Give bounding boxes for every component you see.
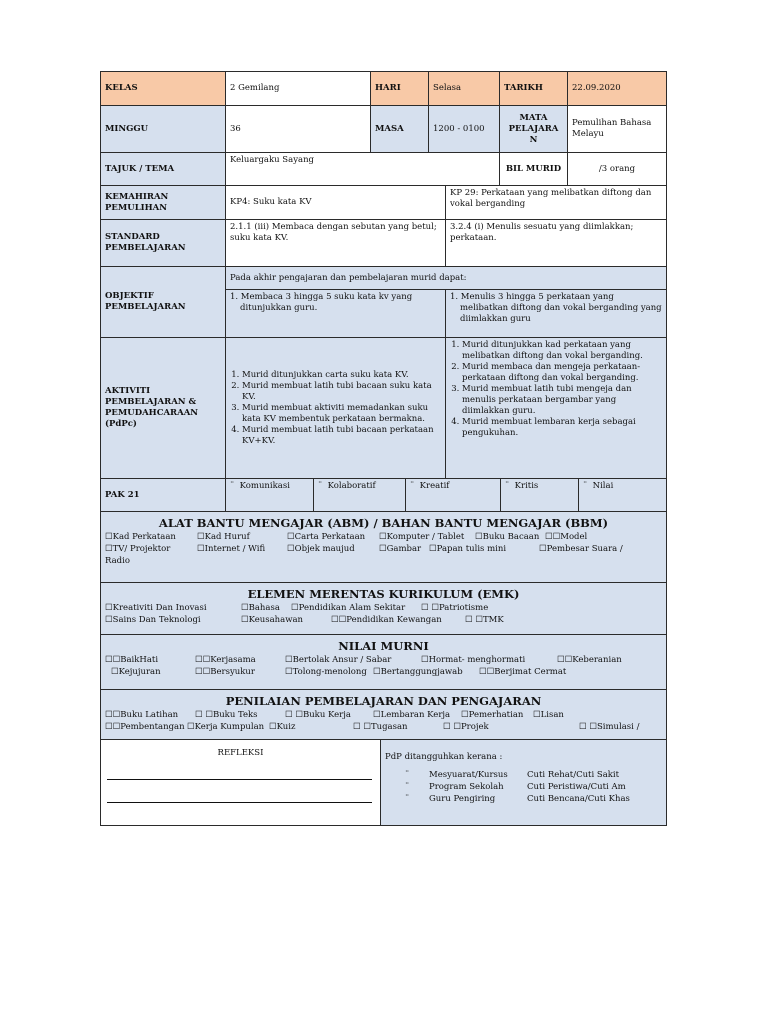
refleksi-cell — [101, 740, 381, 826]
emk-option[interactable]: ☐ ☐TMK — [465, 615, 504, 625]
pak21-kritis[interactable] — [501, 479, 579, 512]
abm-option[interactable]: ☐Internet / Wifi — [197, 544, 266, 554]
refleksi-title: REFLEKSI — [217, 748, 264, 758]
penilaian-title: PENILAIAN PEMBELAJARAN DAN PENGAJARAN — [225, 694, 542, 708]
nilai-title: NILAI MURNI — [338, 639, 429, 653]
penilaian-row-2 — [105, 721, 662, 733]
nilai-option[interactable]: ☐☐Berjimat Cermat — [479, 667, 567, 677]
sections-table — [100, 511, 667, 740]
pak21-kreatif[interactable] — [406, 479, 501, 512]
abm-option[interactable]: ☐TV/ Projektor — [105, 544, 171, 554]
emk-title: ELEMEN MERENTAS KURIKULUM (EMK) — [247, 587, 520, 601]
reason-mark: ¨ — [405, 770, 410, 780]
nilai-option[interactable]: ☐Hormat- menghormati — [421, 655, 526, 665]
abm-title: ALAT BANTU MENGAJAR (ABM) / BAHAN BANTU MENGAJAR (BBM) — [158, 516, 609, 530]
bil-murid-value: /3 orang — [568, 153, 667, 186]
pak21-item-label: Komunikasi — [239, 481, 290, 491]
reason-mark: ¨ — [405, 794, 410, 804]
objektif-intro: Pada akhir pengajaran dan pembelajaran murid dapat: — [226, 267, 667, 290]
pak21-table — [100, 478, 667, 512]
abm-option[interactable]: ☐☐Model — [545, 532, 588, 542]
kemahiran-right: KP 29: Perkataan yang melibatkan diftong dan vokal berganding — [446, 186, 667, 220]
refleksi-line[interactable] — [107, 769, 372, 780]
refleksi-line[interactable] — [107, 792, 372, 803]
abm-row-2 — [105, 543, 662, 555]
reason-option[interactable]: Cuti Rehat/Cuti Sakit — [527, 770, 620, 780]
penilaian-option[interactable]: ☐ ☐Simulasi / — [579, 722, 640, 732]
penilaian-option[interactable]: ☐ ☐Projek — [443, 722, 489, 732]
abm-option[interactable]: ☐Carta Perkataan — [287, 532, 366, 542]
emk-option[interactable]: ☐Pendidikan Alam Sekitar — [291, 603, 406, 613]
abm-option[interactable]: ☐Buku Bacaan — [475, 532, 540, 542]
pak21-nilai[interactable] — [579, 479, 667, 512]
standard-right: 3.2.4 (i) Menulis sesuatu yang diimlakkan; perkataan. — [446, 220, 667, 267]
emk-option[interactable]: ☐Bahasa — [241, 603, 280, 613]
emk-option[interactable]: ☐Keusahawan — [241, 615, 304, 625]
abm-option[interactable]: ☐Kad Perkataan — [105, 532, 176, 542]
nilai-option[interactable]: ☐☐Bersyukur — [195, 667, 255, 677]
tarikh-value: 22.09.2020 — [568, 72, 667, 106]
pak21-komunikasi[interactable] — [226, 479, 314, 512]
reason-row — [385, 793, 662, 805]
pak21-kolaboratif[interactable] — [314, 479, 406, 512]
tajuk-value: Keluargaku Sayang — [226, 153, 500, 186]
aktiviti-left-item: 1. Murid ditunjukkan carta suku kata KV. — [242, 370, 441, 381]
reason-row — [385, 769, 662, 781]
reason-option[interactable]: Program Sekolah — [429, 782, 504, 792]
emk-option[interactable]: ☐☐Pendidikan Kewangan — [331, 615, 442, 625]
bil-murid-label: BIL MURID — [500, 153, 568, 186]
objektif-left: 1. Membaca 3 hingga 5 suku kata kv yang ditunjukkan guru. — [226, 290, 446, 338]
standard-label: STANDARD PEMBELAJARAN — [101, 220, 226, 267]
penilaian-section — [101, 690, 667, 740]
penilaian-option[interactable]: ☐☐Pembentangan — [105, 722, 185, 732]
pak21-label: PAK 21 — [101, 479, 226, 512]
masa-value: 1200 - 0100 — [429, 106, 500, 153]
aktiviti-left-item: 3. Murid membuat aktiviti memadankan suku kata KV membentuk perkataan bermakna. — [242, 403, 441, 425]
objektif-label: OBJEKTIF PEMBELAJARAN — [101, 267, 226, 338]
aktiviti-right-cell — [446, 338, 667, 479]
header-table — [100, 71, 667, 186]
masa-label: MASA — [371, 106, 429, 153]
penilaian-option[interactable]: ☐Kerja Kumpulan — [187, 722, 265, 732]
penilaian-option[interactable]: ☐ ☐Buku Teks — [195, 710, 258, 720]
reason-option[interactable]: Mesyuarat/Kursus — [429, 770, 508, 780]
pak21-item-label: Nilai — [592, 481, 614, 491]
aktiviti-right-item: 2. Murid membaca dan mengeja perkataan-perkataan diftong dan vokal berganding. — [462, 362, 662, 384]
pak21-checkbox-mark: ¨ — [505, 481, 510, 491]
standard-left: 2.1.1 (iii) Membaca dengan sebutan yang betul; suku kata KV. — [226, 220, 446, 267]
nilai-row-2 — [105, 666, 662, 678]
abm-option[interactable]: ☐Gambar — [379, 544, 422, 554]
abm-option[interactable]: ☐Pembesar Suara / — [539, 544, 623, 554]
nilai-option[interactable]: ☐Bertanggungjawab — [373, 667, 463, 677]
aktiviti-left-item: 2. Murid membuat latih tubi bacaan suku kata KV. — [242, 381, 441, 403]
reason-mark: ¨ — [405, 782, 410, 792]
emk-row-1 — [105, 602, 662, 614]
abm-option[interactable]: ☐Papan tulis mini — [429, 544, 507, 554]
emk-option[interactable]: ☐Kreativiti Dan Inovasi — [105, 603, 207, 613]
kemahiran-left: KP4: Suku kata KV — [226, 186, 446, 220]
reason-row — [385, 781, 662, 793]
pak21-item-label: Kritis — [514, 481, 539, 491]
aktiviti-left-cell — [226, 338, 446, 479]
reason-option[interactable]: Cuti Bencana/Cuti Khas — [527, 794, 630, 804]
kemahiran-label: KEMAHIRAN PEMULIHAN — [101, 186, 226, 220]
nilai-option[interactable]: ☐Kejujuran — [111, 667, 161, 677]
hari-value: Selasa — [429, 72, 500, 106]
abm-option[interactable]: ☐Kad Huruf — [197, 532, 250, 542]
abm-option[interactable]: ☐Komputer / Tablet — [379, 532, 465, 542]
abm-row-3: Radio — [105, 556, 130, 566]
ditangguhkan-label: PdP ditangguhkan kerana : — [385, 752, 503, 762]
pak21-checkbox-mark: ¨ — [583, 481, 588, 491]
tarikh-label: TARIKH — [500, 72, 568, 106]
kelas-value: 2 Gemilang — [226, 72, 371, 106]
nilai-section — [101, 635, 667, 690]
penilaian-option[interactable]: ☐Pemerhatian — [461, 710, 524, 720]
aktiviti-right-item: 3. Murid membuat latih tubi mengeja dan menulis perkataan bergambar yang diimlakkan guru. — [462, 384, 662, 417]
nilai-option[interactable]: ☐☐Keberanian — [557, 655, 622, 665]
reason-option[interactable]: Cuti Peristiwa/Cuti Am — [527, 782, 626, 792]
nilai-option[interactable]: ☐☐BaikHati — [105, 655, 159, 665]
abm-row-1 — [105, 531, 662, 543]
pak21-checkbox-mark: ¨ — [318, 481, 323, 491]
penilaian-option[interactable]: ☐Lisan — [533, 710, 564, 720]
penilaian-option[interactable]: ☐ ☐Tugasan — [353, 722, 408, 732]
lesson-plan-sheet — [100, 71, 666, 826]
hari-label: HARI — [371, 72, 429, 106]
emk-option[interactable]: ☐ ☐Patriotisme — [421, 603, 489, 613]
penilaian-option[interactable]: ☐Kuiz — [269, 722, 296, 732]
nilai-option[interactable]: ☐☐Kerjasama — [195, 655, 256, 665]
mata-pelajaran-label: MATA PELAJARA N — [500, 106, 568, 153]
penilaian-option[interactable]: ☐Lembaran Kerja — [373, 710, 451, 720]
aktiviti-right-item: 1. Murid ditunjukkan kad perkataan yang melibatkan diftong dan vokal berganding. — [462, 340, 662, 362]
abm-section — [101, 512, 667, 583]
nilai-row-1 — [105, 654, 662, 666]
abm-option[interactable]: ☐Objek maujud — [287, 544, 355, 554]
aktiviti-left-item: 4. Murid membuat latih tubi bacaan perkataan KV+KV. — [242, 425, 441, 447]
emk-section — [101, 583, 667, 635]
emk-row-2 — [105, 614, 662, 626]
penilaian-option[interactable]: ☐☐Buku Latihan — [105, 710, 179, 720]
pak21-checkbox-mark: ¨ — [410, 481, 415, 491]
penilaian-row-1 — [105, 709, 662, 721]
minggu-label: MINGGU — [101, 106, 226, 153]
body-table — [100, 185, 667, 479]
refleksi-table — [100, 739, 667, 826]
nilai-option[interactable]: ☐Bertolak Ansur / Sabar — [285, 655, 392, 665]
pak21-checkbox-mark: ¨ — [230, 481, 235, 491]
kelas-label: KELAS — [101, 72, 226, 106]
pak21-item-label: Kolaboratif — [327, 481, 376, 491]
tajuk-label: TAJUK / TEMA — [101, 153, 226, 186]
emk-option[interactable]: ☐Sains Dan Teknologi — [105, 615, 201, 625]
reason-option[interactable]: Guru Pengiring — [429, 794, 496, 804]
aktiviti-label: AKTIVITI PEMBELAJARAN & PEMUDAHCARAAN (PdPc) — [101, 338, 226, 479]
objektif-right: 1. Menulis 3 hingga 5 perkataan yang melibatkan diftong dan vokal berganding yang diimlakkan guru — [446, 290, 667, 338]
pak21-item-label: Kreatif — [419, 481, 450, 491]
penilaian-option[interactable]: ☐ ☐Buku Kerja — [285, 710, 351, 720]
ditangguhkan-cell — [381, 740, 667, 826]
nilai-option[interactable]: ☐Tolong-menolong — [285, 667, 367, 677]
mata-pelajaran-value: Pemulihan Bahasa Melayu — [568, 106, 667, 153]
aktiviti-right-item: 4. Murid membuat lembaran kerja sebagai pengukuhan. — [462, 417, 662, 439]
minggu-value: 36 — [226, 106, 371, 153]
